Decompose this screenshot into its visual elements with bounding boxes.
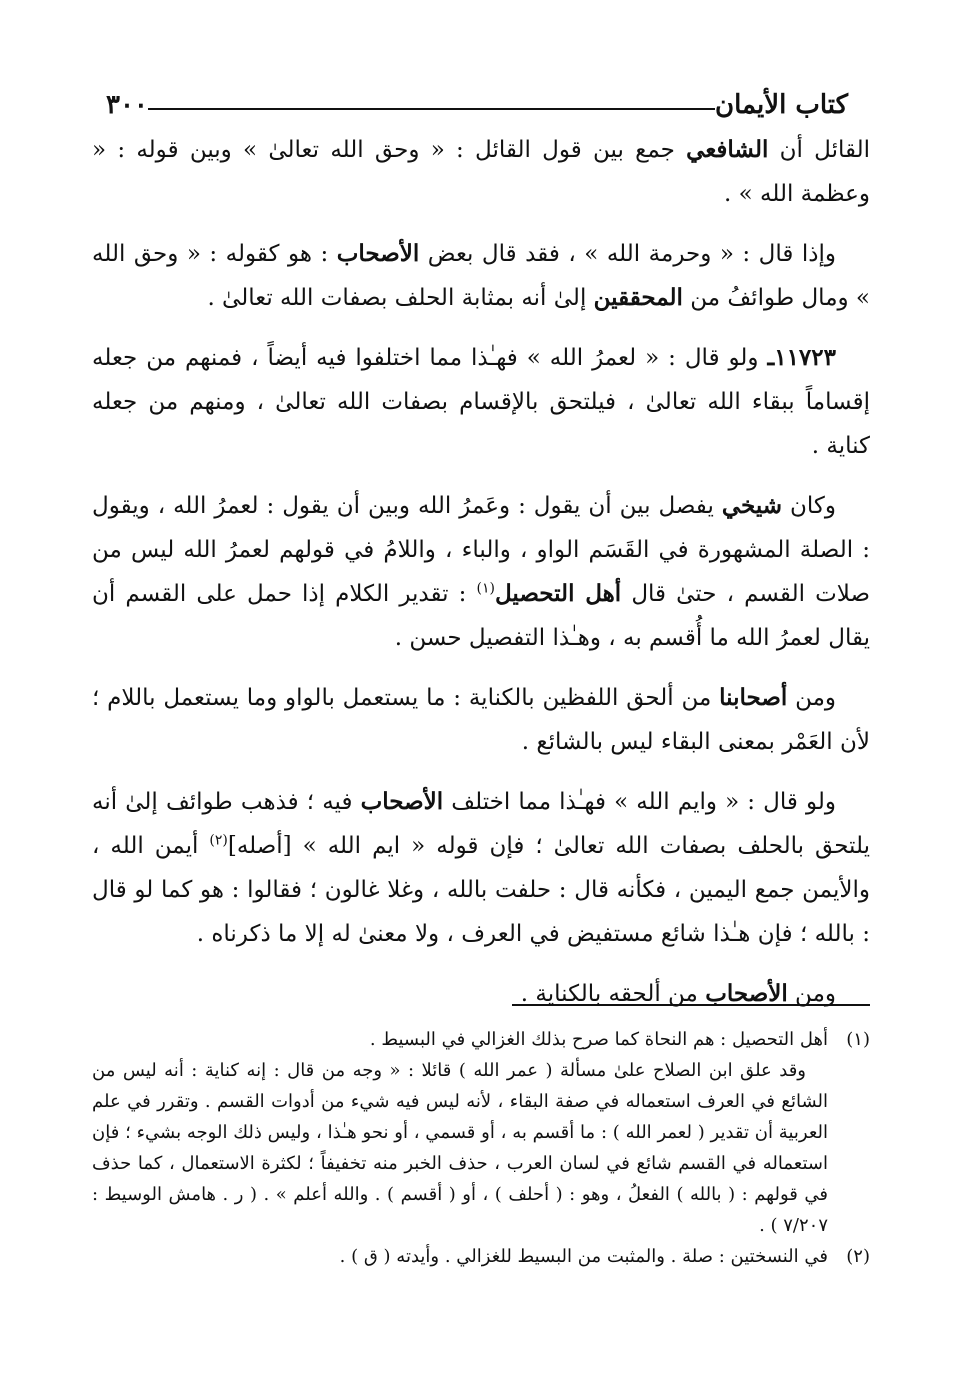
- footnote-ref: (١): [476, 580, 495, 597]
- footnote: [92, 1024, 870, 1055]
- text-run: : هو كقوله : « وحق الله » ومال طوائفُ من: [92, 241, 870, 311]
- page-number: ٣٠٠: [106, 90, 148, 120]
- paragraph: [92, 676, 870, 764]
- text-run: القائل أن: [768, 137, 871, 163]
- footnote-number: (٢): [846, 1246, 870, 1267]
- bold-term: أهل التحصيل: [494, 580, 622, 607]
- text-run: من ألحق اللفظين بالكناية : ما يستعمل بالواو وما يستعمل باللام ؛ لأن العَمْر بمعنى البقاء ليس بالشائع .: [92, 685, 870, 755]
- text-run: أيمن الله ، والأيمن جمع اليمين ، فكأنه قال : حلفت بالله ، وغلا غالون ؛ فقالوا : هو كما لو قال : بالله ؛ فإن هـٰذا شائع مستفيض في العرف ، ولا معنىٰ له إلا ما ذكرناه .: [92, 833, 870, 947]
- text-run: وكان: [782, 493, 836, 519]
- text-run: ومن: [787, 981, 836, 1007]
- bold-term: المحققين: [593, 284, 683, 311]
- text-run: ولو قال : « وايم الله » فهـٰذا مما اختلف: [443, 789, 837, 815]
- text-run: وإذا قال : « وحرمة الله » ، فقد قال بعض: [419, 241, 836, 267]
- paragraph: [92, 128, 870, 216]
- paragraph: [92, 336, 870, 468]
- bold-term: الأصحاب: [336, 240, 420, 267]
- text-run: إلىٰ أنه بمثابة الحلف بصفات الله تعالىٰ .: [207, 285, 594, 311]
- header-rule: [148, 108, 715, 110]
- footnote-ref: (٢): [209, 832, 228, 849]
- footnote-separator: [512, 1004, 870, 1006]
- bold-term: أصحابنا: [719, 684, 788, 711]
- text-run: يفصل بين أن يقول : وعَمرُ الله وبين أن يقول : لعمرُ الله ، ويقول : الصلة المشهورة في القَسَم الواو ، والباء ، واللامُ في قولهم لعمرُ الله ليس من صلات القسم ، حتىٰ قال: [92, 493, 870, 607]
- paragraph: [92, 780, 870, 956]
- text-run: فيه ؛ فذهب طوائف إلىٰ أنه يلتحق بالحلف بصفات الله تعالىٰ ؛ فإن قوله « ايم الله » [أصله]: [92, 789, 871, 859]
- page-header: [92, 76, 862, 120]
- footnote-text: أهل التحصيل : هم النحاة كما صرح بذلك الغزالي في البسيط .: [369, 1029, 828, 1050]
- text-run: : تقدير الكلام إذا حمل على القسم أن يقال لعمرُ الله ما أُقسم به ، وهـٰذا التفصيل حسن .: [92, 581, 870, 651]
- paragraph: [92, 232, 870, 320]
- bold-term: شيخي: [721, 492, 783, 519]
- bold-term: الشافعي: [686, 136, 769, 163]
- bold-term: ١١٧٢٣ـ: [767, 344, 836, 371]
- footnote: [92, 1241, 870, 1272]
- text-run: جمع بين قول القائل : « وحق الله تعالىٰ » وبين قوله : « وعظمة الله » .: [92, 137, 870, 207]
- text-run: من ألحقه بالكناية .: [520, 981, 706, 1007]
- footnote-number: (١): [846, 1029, 870, 1050]
- footnotes: [92, 1024, 870, 1272]
- bold-term: الأصحاب: [705, 980, 788, 1007]
- paragraph: [92, 972, 870, 1016]
- book-title: كتاب الأيمان: [714, 90, 848, 120]
- text-run: ومن: [787, 685, 836, 711]
- bold-term: الأصحاب: [360, 788, 444, 815]
- footnote-continuation: وقد علق ابن الصلاح علىٰ مسألة ( عمر الله ) قائلا : « وجه من قال : إنه كناية : أنه ليس من الشائع في العرف استعماله في صفة البقاء ، لأنه ليس فيه شيء من أدوات القسم . وتقرر في علم العربية أن تقدير ( لعمر الله ) : ما أقسم به ، أو قسمي ، أو نحو هـٰذا ، وليس ذلك الوجه بشيء ؛ فإن استعماله في القسم شائع في لسان العرب ، حذف الخبر منه تخفيفاً ؛ لكثرة الاستعمال ، كما حذف في قولهم : ( بالله ) الفعلُ ، وهو : ( أحلف ) ، أو ( أقسم ) . والله أعلم » . ( ر . هامش الوسيط : ٧/٢٠٧ ) .: [92, 1060, 828, 1236]
- paragraph: [92, 484, 870, 660]
- main-text: [92, 128, 870, 1032]
- text-run: ولو قال : « لعمرُ الله » فهـٰذا مما اختلفوا فيه أيضاً ، فمنهم من جعله إقساماً ببقاء الله تعالىٰ ، فيلتحق بالإقسام بصفات الله تعالىٰ ، ومنهم من جعله كناية .: [92, 345, 870, 459]
- footnote-text: في النسختين : صلة . والمثبت من البسيط للغزالي . وأيدته ( ق ) .: [339, 1246, 828, 1267]
